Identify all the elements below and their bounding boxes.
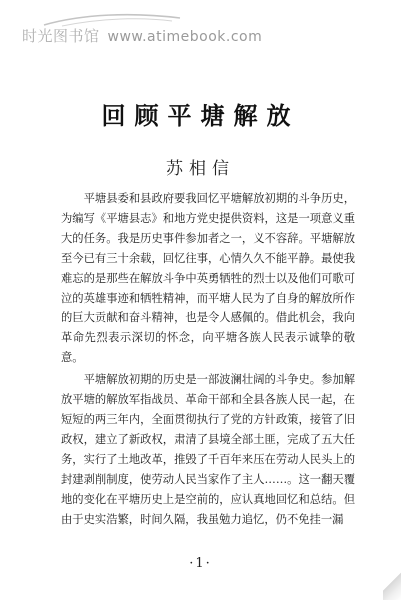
watermark-url: www.atimebook.com: [107, 29, 263, 45]
page-corner-shadow: [383, 572, 401, 600]
watermark: [6, 2, 263, 54]
page-title: 回顾平塘解放: [101, 102, 300, 130]
author-name: 苏相信: [166, 159, 235, 179]
watermark-text: [22, 25, 262, 46]
article-body: [61, 189, 355, 529]
paragraph: 平塘县委和县政府要我回忆平塘解放初期的斗争历史，为编写《平塘县志》和地方党史提供资料，这是一项意义重大的任务。我是历史事件参加者之一，义不容辞。平塘解放至今已有三十余载，回忆往事，心情久久不能平静。最使我难忘的是那些在解放斗争中英勇牺牲的烈士以及他们可歌可泣的英雄事迹和牺牲精神，而平塘人民为了自身的解放所作的巨大贡献和奋斗精神，也是令人感佩的。借此机会，我向革命先烈表示深切的怀念，向平塘各族人民表示诚挚的敬意。: [61, 192, 355, 365]
page-number: ·1·: [189, 556, 212, 571]
watermark-site-name: 时光图书馆: [22, 27, 100, 45]
paragraph: 平塘解放初期的历史是一部波澜壮阔的斗争史。参加解放平塘的解放军指战员、革命干部和全县各族人民一起，在短短的两三年内，全面贯彻执行了党的方针政策，接管了旧政权，建立了新政权，肃清了县境全部土匪，完成了五大任务，实行了土地改革，推毁了千百年来压在劳动人民头上的封建剥削制度，使劳动人民当家作了主人……。这一翻天覆地的变化在平塘历史上是空前的，应认真地回忆和总结。但由于史实浩繁，时间久隔，我虽勉力追忆，仍不免挂一漏: [61, 373, 355, 526]
